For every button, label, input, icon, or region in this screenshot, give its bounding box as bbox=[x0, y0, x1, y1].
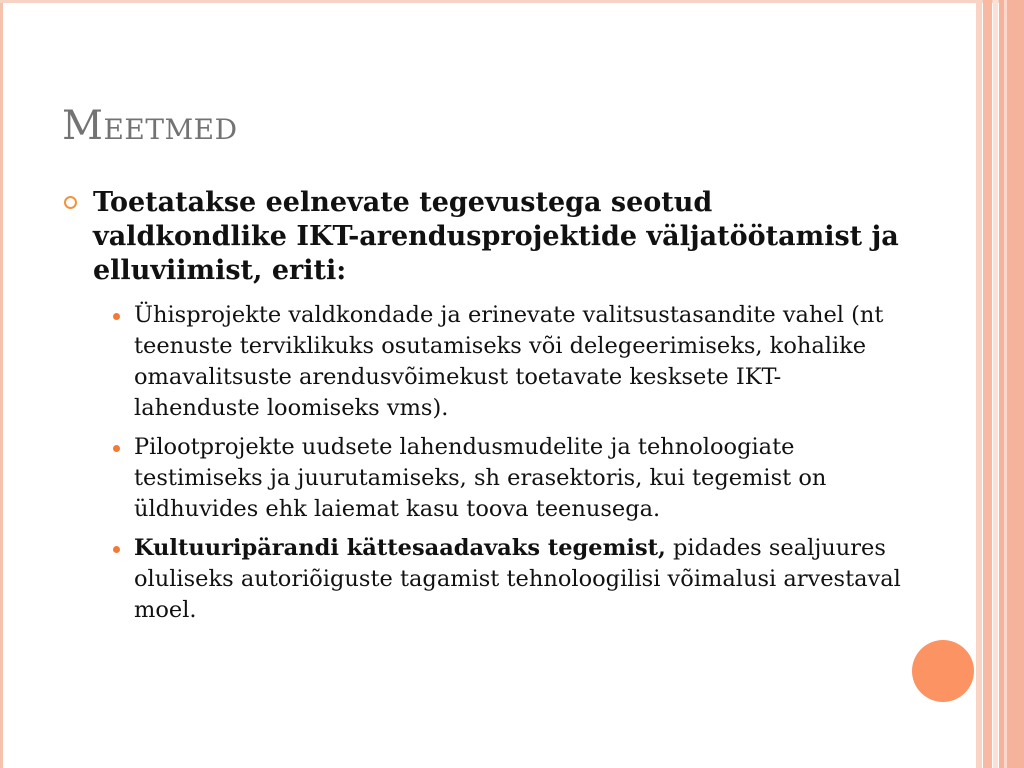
sub-bullet-item bbox=[111, 533, 902, 626]
dot-bullet-icon bbox=[113, 546, 120, 553]
sub-bullet-item bbox=[111, 300, 902, 424]
sub-bullet-bold-text: Kultuuripärandi kättesaadavaks tegemist, bbox=[134, 535, 666, 561]
right-decor-stripe bbox=[993, 0, 998, 768]
sub-bullet-text: Pilootprojekte uudsete lahendusmudelite ja tehnoloogiate testimiseks ja juurutamiseks, sh erasektoris, kui tegemist on üldhuvides ehk laiemat kasu toova teenusega. bbox=[134, 434, 827, 522]
slide-title: Meetmed bbox=[62, 103, 238, 149]
decor-circle bbox=[912, 640, 974, 702]
main-bullet-text: Toetatakse eelnevate tegevustega seotud valdkondlike IKT-arendusprojektide väljatöötamist ja elluviimist, eriti: bbox=[93, 187, 899, 286]
ring-bullet-icon bbox=[64, 196, 77, 209]
dot-bullet-icon bbox=[113, 445, 120, 452]
sub-bullet-list bbox=[62, 300, 902, 626]
sub-bullet-text: Ühisprojekte valdkondade ja erinevate valitsustasandite vahel (nt teenuste terviklikuks osutamiseks või delegeerimiseks, kohalike omavalitsuste arendusvõimekust toetavate kesksete IKT-lahenduste loomiseks vms). bbox=[134, 302, 884, 421]
sub-bullet-text: pidades sealjuures oluliseks autoriõiguste tagamist tehnoloogilisi võimalusi arvestaval moel. bbox=[134, 535, 901, 623]
slide-content bbox=[62, 186, 902, 634]
left-border-stripe bbox=[0, 0, 3, 768]
right-decor-stripe bbox=[1004, 0, 1007, 768]
right-decor-stripe bbox=[999, 0, 1024, 768]
dot-bullet-icon bbox=[113, 313, 120, 320]
right-decor-stripe bbox=[976, 0, 982, 768]
main-bullet bbox=[62, 186, 902, 288]
sub-bullet-item bbox=[111, 432, 902, 525]
right-decor-stripe bbox=[983, 0, 992, 768]
top-border-stripe bbox=[0, 0, 1024, 3]
